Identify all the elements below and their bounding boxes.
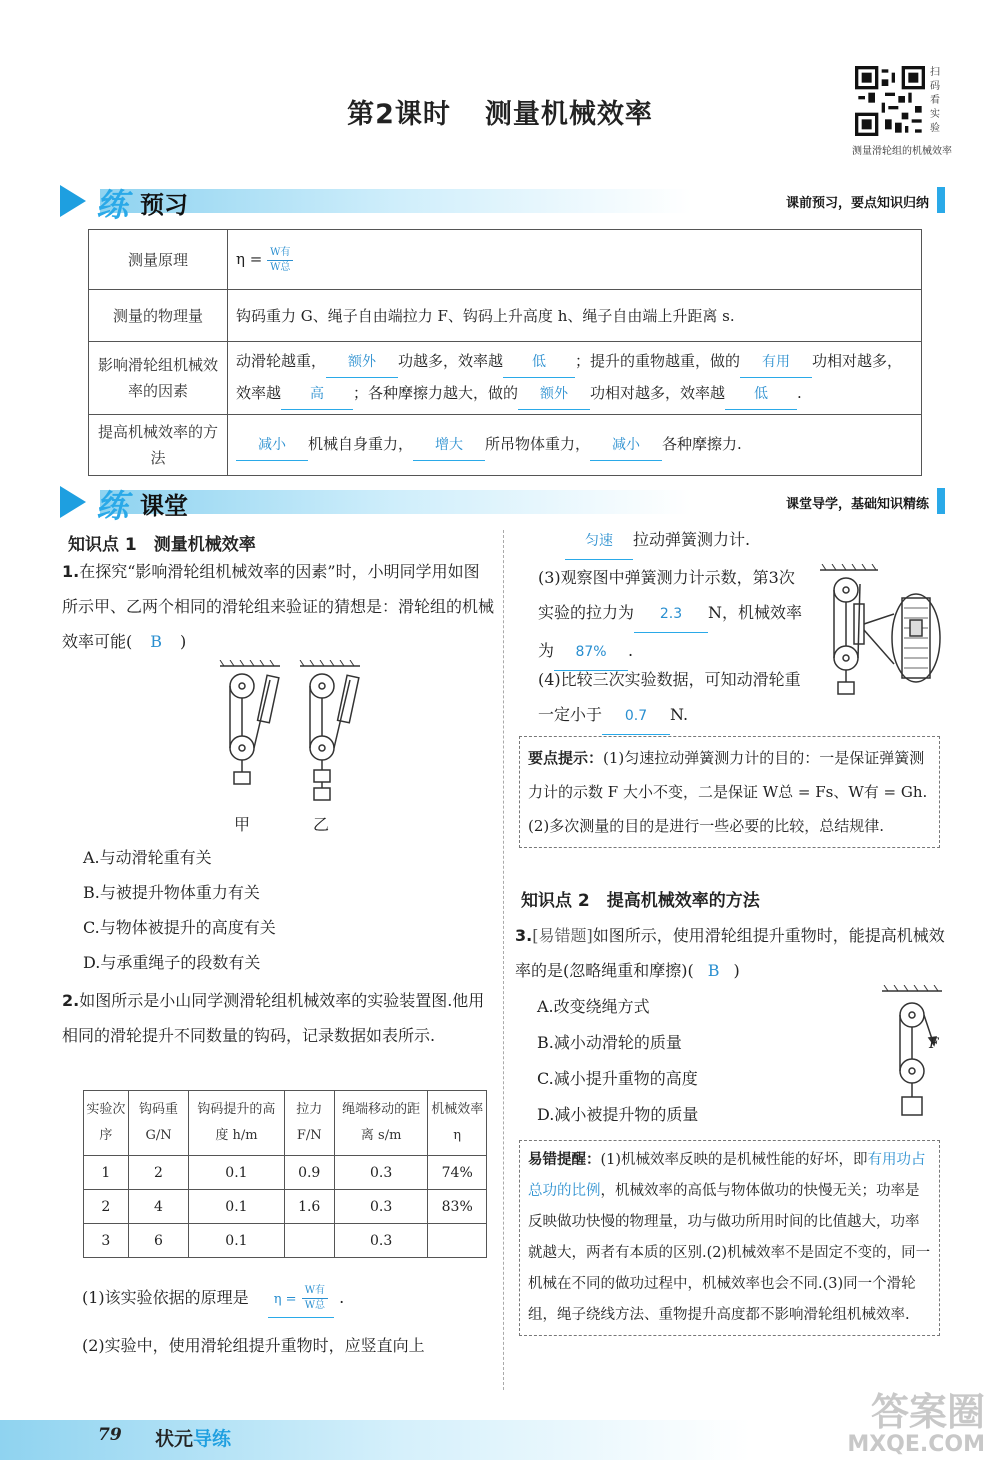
knowledge-point-1-title: 知识点 1 测量机械效率 xyxy=(68,535,256,555)
answer-blank: 低 xyxy=(725,379,797,410)
question-2-part-3: (3)观察图中弹簧测力计示数，第3次实验的拉力为 2.3 N，机械效率为 87% . xyxy=(538,560,808,671)
section-glyph: 练 xyxy=(96,487,129,525)
question-1: 1.在探究“影响滑轮组机械效率的因素”时，小明同学用如图所示甲、乙两个相同的滑轮组来验证的猜想是：滑轮组的机械效率可能( B ) xyxy=(62,562,495,651)
option-c: C.减小提升重物的高度 xyxy=(537,1069,698,1088)
principle-cell xyxy=(228,230,922,290)
qr-caption: 测量滑轮组的机械效率 xyxy=(852,146,952,157)
key-point-tip: 要点提示：(1)匀速拉动弹簧测力计的目的：一是保证弹簧测力计的示数 F 大小不变，二是保证 W总 = Fs、W有 = Gh.(2)多次测量的目的是进行一些必要的比较，总结规律. xyxy=(519,736,940,848)
tip-highlight: 有用功占总功的比例 xyxy=(528,1152,926,1199)
label-yi: 乙 xyxy=(313,815,330,834)
answer-blank: 0.7 xyxy=(602,699,670,735)
column-header: 实验次序 xyxy=(84,1091,129,1156)
answer-blank: 有用 xyxy=(740,347,812,378)
answer-blank: 增大 xyxy=(413,430,485,461)
arrow-icon xyxy=(60,486,86,518)
force-label: F xyxy=(929,1036,939,1052)
option-b: B.减小动滑轮的质量 xyxy=(537,1033,682,1052)
row-label: 测量原理 xyxy=(89,230,228,290)
option-a: A.与动滑轮重有关 xyxy=(83,848,212,867)
knowledge-point-2-title: 知识点 2 提高机械效率的方法 xyxy=(521,891,760,911)
answer-blank: 额外 xyxy=(518,379,590,410)
answer-blank: 低 xyxy=(503,347,575,378)
answer-choice: B xyxy=(707,961,720,980)
qr-code-icon[interactable] xyxy=(855,66,925,136)
question-2-part-4: (4)比较三次实验数据，可知动滑轮重一定小于 0.7 N. xyxy=(538,662,808,735)
answer-blank: 额外 xyxy=(326,347,398,378)
answer-blank: 87% xyxy=(554,635,628,671)
column-header: 拉力 F/N xyxy=(284,1091,334,1156)
tip-label: 易错提醒： xyxy=(528,1152,601,1168)
table-row: 2 4 0.1 1.6 0.3 83% xyxy=(84,1190,487,1224)
question-2-part-2: (2)实验中，使用滑轮组提升重物时，应竖直向上 xyxy=(82,1336,425,1355)
page-title xyxy=(0,92,1000,131)
preview-section-bar xyxy=(60,183,945,224)
lesson-number: 第2课时 xyxy=(347,99,451,130)
arrow-icon xyxy=(60,185,86,217)
quantities-cell: 钩码重力 G、绳子自由端拉力 F、钩码上升高度 h、绳子自由端上升距离 s. xyxy=(228,290,922,342)
question-2-part-2-cont: 匀速 拉动弹簧测力计. xyxy=(565,522,750,560)
error-prone-tip: 易错提醒：(1)机械效率反映的是机械性能的好坏，即有用功占总功的比例，机械效率的高低与物体做功的快慢无关；功率是反映做功快慢的物理量，功与做功所用时间的比值越大，功率就越大，两者有本质的区别.(2)机械效率不是固定不变的，同一机械在不同的做功过程中，机械效率也会不同.(3)同一个滑轮组，绳子绕线方法、重物提升高度都不影响滑轮组机械效率. xyxy=(519,1140,940,1336)
question-3: 3.[易错题]如图所示，使用滑轮组提升重物时，能提高机械效率的是(忽略绳重和摩擦)( B ) xyxy=(515,926,945,980)
column-divider xyxy=(503,530,504,1390)
row-label: 提高机械效率的方法 xyxy=(89,415,228,476)
classroom-section-bar xyxy=(60,484,945,525)
answer-choice: B xyxy=(150,632,163,651)
answer-blank: 减小 xyxy=(236,430,308,461)
watermark: 答案圈 MXQE.COM xyxy=(847,1390,985,1457)
answer-blank: 匀速 xyxy=(565,524,633,560)
row-label: 测量的物理量 xyxy=(89,290,228,342)
table-row: 3 6 0.1 0.3 xyxy=(84,1224,487,1258)
lesson-title: 测量机械效率 xyxy=(484,99,653,130)
question-2-part-1: (1)该实验依据的原理是 η = $\frac{\text{W有}}{\text{W总}}$ . xyxy=(82,1280,344,1318)
factors-cell: 动滑轮越重， 额外 功越多，效率越 低 ；提升的重物越重，做的 有用 功相对越多，效率越 高 ；各种摩擦力越大，做的 额外 功相对越多，效率越 低 . xyxy=(228,342,922,415)
table-row: 1 2 0.1 0.9 0.3 74% xyxy=(84,1156,487,1190)
spring-scale-diagram xyxy=(818,564,944,712)
label-jia: 甲 xyxy=(234,815,251,834)
qr-side-text: 扫码看实验 xyxy=(930,67,940,134)
principle-formula: $\frac{\text{W有}}{\text{W总}}$ xyxy=(267,246,293,275)
experiment-data-table xyxy=(83,1090,487,1258)
option-d: D.与承重绳子的段数有关 xyxy=(83,953,261,972)
section-glyph: 练 xyxy=(96,186,129,224)
table-row xyxy=(89,290,922,342)
methods-cell: 减小 机械自身重力， 增大 所吊物体重力， 减小 各种摩擦力. xyxy=(228,415,922,476)
answer-blank: 高 xyxy=(281,379,353,410)
column-header: 钩码重 G/N xyxy=(128,1091,189,1156)
eta-symbol: η = xyxy=(236,250,263,269)
row-label: 影响滑轮组机械效率的因素 xyxy=(89,342,228,415)
option-d: D.减小被提升物的质量 xyxy=(537,1105,699,1124)
section-subtitle: 课堂导学，基础知识精练 xyxy=(785,497,929,512)
brand-logo: 状元导练 xyxy=(155,1428,232,1450)
preview-table xyxy=(88,229,922,476)
column-header: 绳端移动的距离 s/m xyxy=(334,1091,427,1156)
column-header: 钩码提升的高度 h/m xyxy=(189,1091,284,1156)
column-header: 机械效率 η xyxy=(428,1091,487,1156)
option-c: C.与物体被提升的高度有关 xyxy=(83,918,276,937)
question-tag: [易错题] xyxy=(532,926,593,945)
section-subtitle: 课前预习，要点知识归纳 xyxy=(785,196,929,211)
answer-blank: 2.3 xyxy=(634,597,708,633)
table-row xyxy=(89,230,922,290)
answer-blank: η = $\frac{\text{W有}}{\text{W总}}$ xyxy=(268,1280,334,1318)
section-name: 预习 xyxy=(140,191,188,219)
table-header-row xyxy=(84,1091,487,1156)
section-name: 课堂 xyxy=(140,492,188,520)
option-b: B.与被提升物体重力有关 xyxy=(83,883,260,902)
page-number: 79 xyxy=(98,1425,122,1445)
table-row xyxy=(89,342,922,415)
option-a: A.改变绕绳方式 xyxy=(537,997,650,1016)
answer-blank: 减小 xyxy=(590,430,662,461)
table-row xyxy=(89,415,922,476)
tip-label: 要点提示： xyxy=(528,749,604,767)
pulley-diagram-jia-yi xyxy=(210,660,370,810)
question-2: 2.如图所示是小山同学测滑轮组机械效率的实验装置图.他用相同的滑轮提升不同数量的钩码，记录数据如表所示. xyxy=(62,991,485,1045)
